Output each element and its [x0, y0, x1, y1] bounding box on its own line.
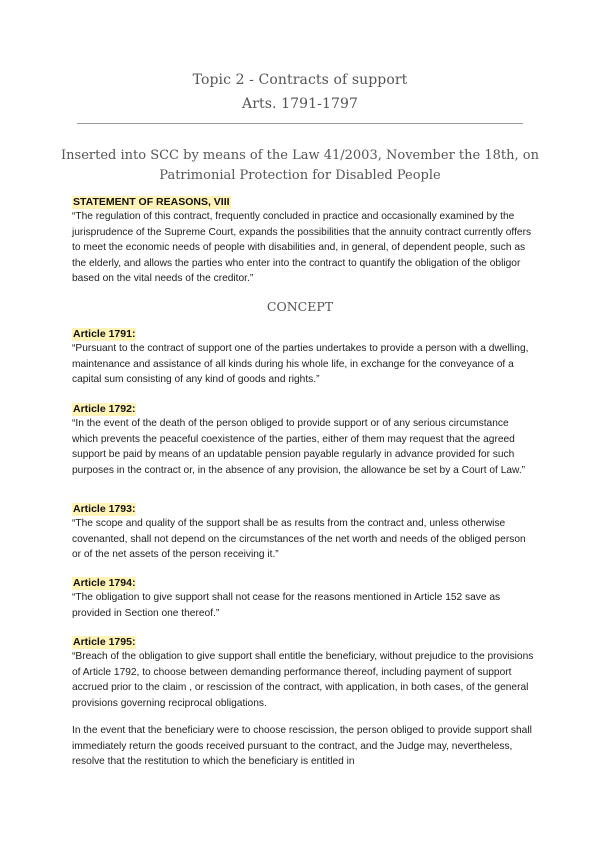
- article-1792-text: “In the event of the death of the person obliged to provide support or of any serious circumstance which prevents the peaceful coexistence of the parties, either of them may request that the agreed support be paid by means of an updatable pension payable regularly in advance provided for such purposes in the contract or, in the absence of any provision, the allowance be set by a Court of Law.”: [72, 418, 526, 476]
- intro-line-1: Inserted into SCC by means of the Law 41/2003, November the 18th, on: [61, 148, 539, 163]
- section-title-concept: CONCEPT: [266, 299, 334, 314]
- statement-text: “The regulation of this contract, frequently concluded in practice and occasionally examined by the jurisprudence of the Supreme Court, expands the possibilities that the annuity contract currently offers to meet the economic needs of people with disabilities and, in general, of dependent people, such as the elderly, and allows the parties who enter into the contract to quantify the obligation of the obligor based on the vital needs of the creditor.”: [72, 211, 532, 284]
- statement-heading: STATEMENT OF REASONS, VIII: [73, 196, 230, 208]
- article-1795-text: “Breach of the obligation to give support shall entitle the beneficiary, without prejudice to the provisions of Article 1792, to choose between demanding performance thereof, including payment of support accrued prior to the claim , or rescission of the contract, with application, in both cases, of the general provisions governing reciprocal obligations.: [72, 651, 534, 709]
- intro-line-2: Patrimonial Protection for Disabled People: [159, 168, 441, 183]
- article-1795-heading: Article 1795:: [73, 636, 136, 648]
- article-1794-heading: Article 1794:: [73, 577, 136, 589]
- title-divider: [77, 123, 523, 124]
- article-1794-text: “The obligation to give support shall not cease for the reasons mentioned in Article 152 save as provided in Section one thereof.”: [72, 592, 501, 619]
- document-subtitle: Arts. 1791-1797: [241, 96, 358, 112]
- article-1791-heading: Article 1791:: [73, 328, 136, 340]
- article-1793-heading: Article 1793:: [73, 503, 136, 515]
- article-1792-heading: Article 1792:: [73, 403, 136, 415]
- article-1791-text: “Pursuant to the contract of support one of the parties undertakes to provide a person with a dwelling, maintenance and assistance of all kinds during his whole life, in exchange for the conveyance of a capital sum consisting of any kind of goods and rights.”: [72, 343, 529, 385]
- article-1793-text: “The scope and quality of the support shall be as results from the contract and, unless otherwise covenanted, shall not depend on the circumstances of the net worth and needs of the obliged person or of the net assets of the person receiving it.”: [72, 518, 526, 560]
- article-1795-text-continued: In the event that the beneficiary were to choose rescission, the person obliged to provide support shall immediately return the goods received pursuant to the contract, and the Judge may, nevertheless, resolve that the restitution to which the beneficiary is entitled in: [72, 725, 532, 767]
- document-title: Topic 2 - Contracts of support: [192, 72, 408, 88]
